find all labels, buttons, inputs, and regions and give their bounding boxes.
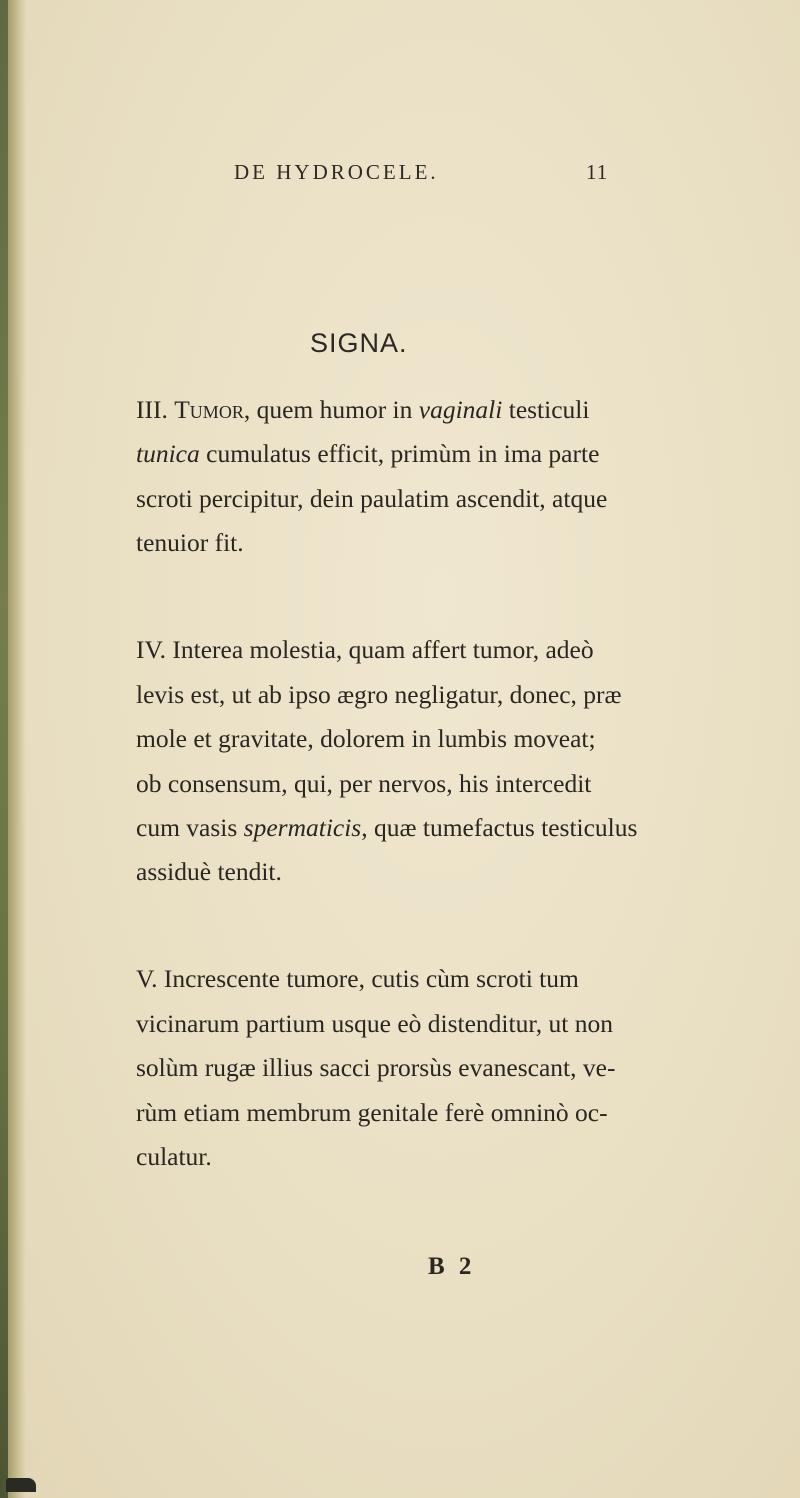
- keyword-tumor: Tumor: [174, 395, 244, 424]
- page-number: 11: [586, 160, 609, 184]
- book-spine-edge: [0, 0, 8, 1498]
- paragraph-line: levis est, ut ab ipso ægro negligatur, donec, præ: [136, 680, 622, 709]
- paragraph-line: vicinarum partium usque eò distenditur, ut non: [136, 1009, 614, 1038]
- scan-corner-mark: [6, 1478, 36, 1492]
- paragraph-line: [136, 388, 589, 433]
- paragraph-line: solùm rugæ illius sacci prorsùs evanescant, ve-: [136, 1053, 616, 1082]
- paragraph-numeral: III.: [136, 395, 175, 424]
- paragraph-line: culatur.: [136, 1142, 212, 1171]
- text-run: cumulatus efficit, primùm in ima parte: [199, 439, 600, 468]
- paragraph-line: V. Increscente tumore, cutis cùm scroti tum: [136, 964, 579, 993]
- section-heading-text: SIGNA.: [310, 328, 408, 358]
- italic-term: vaginali: [418, 395, 503, 424]
- text-run: testiculi: [502, 395, 590, 424]
- paragraph-line: scroti percipitur, dein paulatim ascendit, atque: [136, 484, 608, 513]
- paragraph-line: mole et gravitate, dolorem in lumbis moveat;: [136, 724, 596, 753]
- text-run: cum vasis: [136, 813, 244, 842]
- text-run: , quæ tumefactus testiculus: [361, 813, 638, 842]
- paragraph-line: tenuior fit.: [136, 528, 244, 557]
- paragraph-line: [136, 806, 637, 851]
- text-run: , quem humor in: [243, 395, 419, 424]
- italic-term: tunica: [136, 439, 200, 468]
- paragraph-line: IV. Interea molestia, quam affert tumor, adeò: [136, 635, 594, 664]
- paragraph-line: rùm etiam membrum genitale ferè omninò oc-: [136, 1098, 608, 1127]
- signature-mark: B 2: [428, 1253, 476, 1280]
- italic-term: spermaticis: [243, 813, 362, 842]
- paragraph-line: [136, 432, 599, 477]
- paragraph-line: ob consensum, qui, per nervos, his intercedit: [136, 769, 592, 798]
- paragraph-line: assiduè tendit.: [136, 857, 282, 886]
- running-head-title: DE HYDROCELE.: [234, 160, 439, 184]
